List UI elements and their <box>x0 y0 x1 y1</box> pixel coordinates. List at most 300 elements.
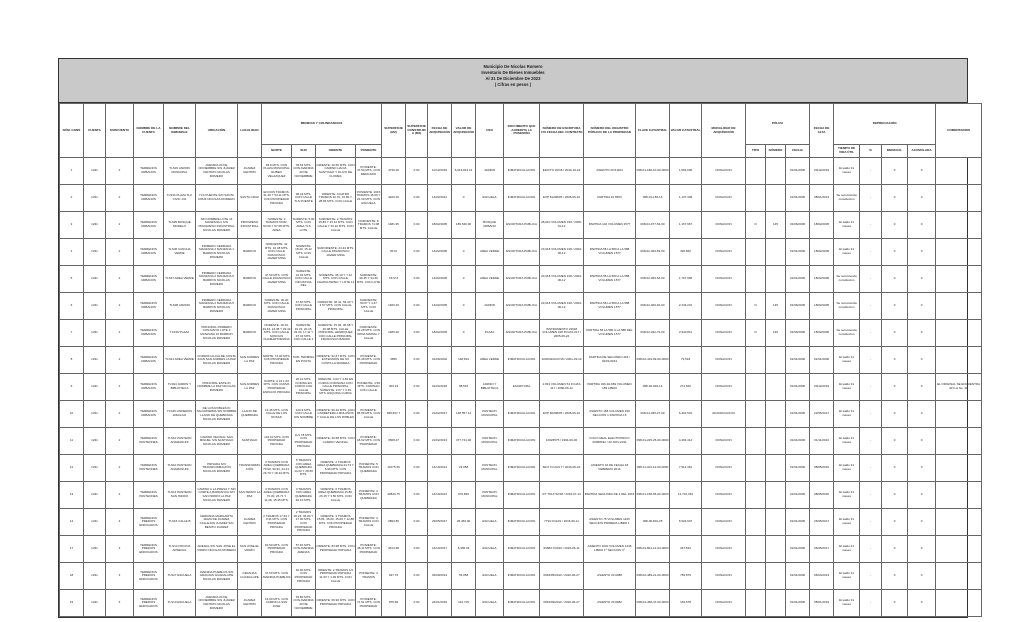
cell-loc: JUAREZ CENTRO <box>238 509 262 536</box>
cell-registro: ASIENTO 75 VOLUMEN 1445 SECCION PRIMERA LIBRO 1 <box>584 509 636 536</box>
cell-doc: INMATRICULACION <box>504 590 540 617</box>
cell-mensual: 0 <box>882 158 908 185</box>
cell-fecha: 01/06/2006 <box>786 293 810 320</box>
cell-ncuenta: TERRENOS PREDIOS EDIFICADOS <box>134 590 164 617</box>
cell-cuenta: 1231 <box>84 347 106 374</box>
table-row <box>60 212 982 239</box>
cell-alta: 18/02/2005 <box>810 239 834 266</box>
table-row <box>60 239 982 266</box>
cell-alta: 06/04/2013 <box>810 563 834 590</box>
cell-tipo <box>746 455 766 482</box>
cell-sur: 6 TRAMOS CON AREA QUEBRADA 14.23 Y 28.69 MTS. <box>292 455 316 482</box>
table-row <box>60 428 982 455</box>
cell-fecha: 01/01/2000 <box>786 401 810 428</box>
table-row <box>60 590 982 617</box>
cell-doc: INMATRICULACION <box>504 428 540 455</box>
cell-cuenta: 1231 <box>84 509 106 536</box>
cell-pct: - <box>860 482 882 509</box>
cell-doc: INMATRICULACION <box>504 509 540 536</box>
cell-tipo <box>746 374 766 401</box>
cell-uso: JARDIN <box>476 293 504 320</box>
cell-oriente: NORESTE: 46.41, 56.40 Y 4.57 MTS. CON CALLE PRINCIPAL <box>316 293 356 320</box>
cell-sub: 2 <box>106 347 134 374</box>
cell-pct: - <box>860 455 882 482</box>
cell-tipo: D <box>746 320 766 347</box>
cell-cuenta: 1231 <box>84 536 106 563</box>
header-oriente: ORIENTE <box>316 145 356 158</box>
cell-construida: 0.00 <box>406 482 428 509</box>
cell-construida: 0.00 <box>406 509 428 536</box>
cell-fecha_adq: 14/10/2017 <box>428 536 452 563</box>
header-poliza: PÓLIZA <box>746 104 810 145</box>
cell-fecha: 01/01/2000 <box>786 239 810 266</box>
cell-loc: JUAREZ CENTRO <box>238 158 262 185</box>
cell-mensual: 0 <box>882 401 908 428</box>
cell-alta: 08/05/2016 <box>810 482 834 509</box>
cell-fecha_adq: 21/02/2017 <box>428 401 452 428</box>
cell-pct: - <box>860 266 882 293</box>
cell-clave: 098-06-801-25 <box>636 509 670 536</box>
cell-registro: PARTIDA 58 LA 580 A LA 588 VOLUMEN 1577 <box>584 239 636 266</box>
cell-pct: - <box>860 563 882 590</box>
cell-loc: SAN JOSE EL VIDRIO <box>238 536 262 563</box>
cell-fecha: 01/01/2000 <box>786 563 810 590</box>
cell-coment <box>936 212 982 239</box>
cell-cuenta: 1231 <box>84 293 106 320</box>
cell-valor: 148,813 <box>452 347 476 374</box>
cell-construida: 0.00 <box>406 239 428 266</box>
cell-pct: - <box>860 536 882 563</box>
cell-coment: EL ORIGINAL SE ENCUENTRA EN LA No. 31 <box>936 374 982 401</box>
cell-acumulada: 0 <box>908 590 936 617</box>
cell-norte: 3 TRAMOS CON AREA QUEBRADA 76.30, 26.71 Y 11.28, 15.45 MTS. <box>262 482 292 509</box>
cell-vida: El saldo 31 meses <box>834 455 860 482</box>
cell-valor: 670,893 <box>452 482 476 509</box>
cell-sub: 2 <box>106 455 134 482</box>
cell-norte: 13.45 MTS. CON CALLE DE LOS ROSAS <box>262 401 292 428</box>
cell-clave: 098-02-492-72-00 <box>636 320 670 347</box>
cell-fecha: 01/01/2000 <box>786 509 810 536</box>
cell-loc: BARRON <box>238 293 262 320</box>
cell-superficie: 1481.95 <box>382 212 406 239</box>
cell-construida: 0.00 <box>406 158 428 185</box>
cell-sur: NORESTE: 18.20, 15.12 MTS. CON CALLE <box>292 239 316 266</box>
header-nombre-cuenta: NOMBRE DE LA CUENTA <box>134 104 164 158</box>
cell-modalidad: DONACION <box>702 293 746 320</box>
cell-ncuenta: TERRENOS URBANOS <box>134 374 164 401</box>
cell-acumulada: 0 <box>908 401 936 428</box>
header-sur: SUR <box>292 145 316 158</box>
cell-ubic: DE LOS ROBLES ID SALVATIERRA SIN NOMBRE LLANO DE QUEBRADA NICOLAS ROMERO <box>196 401 238 428</box>
cell-valor: 98,516 <box>452 374 476 401</box>
table-row <box>60 482 982 509</box>
cell-sur: 38.43 MTS. CON CALLE TLS PUENTE <box>292 185 316 212</box>
cell-pct: - <box>860 320 882 347</box>
cell-clave: 098-02-469-54-00 <box>636 266 670 293</box>
cell-acumulada: 0 <box>908 293 936 320</box>
cell-doc: INMATRICULACION <box>504 185 540 212</box>
cell-ubic: AVENIDA PUEBLOS S/N GRANJAS GUADALUPE NICOLAS ROMERO <box>196 563 238 590</box>
cell-modalidad: DONACION <box>702 212 746 239</box>
cell-poniente: SUROESTE: 50.07 Y 4.47 MTS. CON CALLE <box>356 293 382 320</box>
cell-valor_cat: 6,401,501 <box>670 401 702 428</box>
cell-vida: El saldo 31 meses <box>834 482 860 509</box>
cell-vida: Se recomienda constitución <box>834 266 860 293</box>
cell-numero <box>766 536 786 563</box>
cell-clave: 098-04-801-12-04-0000 <box>636 536 670 563</box>
cell-numero: 145 <box>766 320 786 347</box>
cell-ncuenta: TERRENOS PREDIOS EDIFICADOS <box>134 509 164 536</box>
cell-ubic: CAMINO VECINAL SAN MIGUEL S/N SANTIAGO NICOLAS ROMERO <box>196 428 238 455</box>
cell-ncuenta: TERRENOS URBANOS <box>134 293 164 320</box>
cell-superficie: 1480.20 <box>382 320 406 347</box>
cell-poniente: PONIENTE: 5 TRAMOS CON QUEBRADA <box>356 455 382 482</box>
cell-registro: PARTIDA 58 LA 580 A LA 588 VOLUMEN 1577 <box>584 293 636 320</box>
cell-cuenta: 1231 <box>84 158 106 185</box>
cell-coment <box>936 590 982 617</box>
cell-oriente: ORIENTE: 96.40 MTS. CON CARRETERA A BOLAÑOS Y CALLE DE LOS ROBLES <box>316 401 356 428</box>
cell-construida: 0.00 <box>406 266 428 293</box>
cell-n: 3 <box>60 212 84 239</box>
table-row <box>60 347 982 374</box>
cell-doc: ESCRITURA PUBLICA <box>504 293 540 320</box>
cell-clave: 098-01-225-25-00-0000 <box>636 428 670 455</box>
cell-poniente: PONIENTE: 47.90 MTS. CON MERCADO <box>356 158 382 185</box>
cell-mensual: 0 <box>882 293 908 320</box>
header-fecha: FECHA <box>786 145 810 158</box>
cell-sub: 2 <box>106 185 134 212</box>
cell-pct: - <box>860 293 882 320</box>
cell-poniente: PONIENTE: 2015 TRAMOS 16.69 Y 22.30 MTS. CON ESCUELA <box>356 185 382 212</box>
cell-cuenta: 1231 <box>84 455 106 482</box>
cell-n: 19 <box>60 590 84 617</box>
cell-construida: 0.00 <box>406 455 428 482</box>
cell-alta: 20/12/2019 <box>810 374 834 401</box>
cell-alta: 01/01/2000 <box>810 347 834 374</box>
cell-clave: 098-11-401-12-00-0000 <box>636 455 670 482</box>
cell-norte: 93.9 MTS. CON PLAZA MUNICIPAL RUBEN VELAZQUEZ <box>262 158 292 185</box>
cell-n: 7 <box>60 320 84 347</box>
cell-fecha_adq: 14/02/2012 <box>428 185 452 212</box>
cell-norte: 47.50 MTS. CON AVENIDA PUEBLOS <box>262 563 292 590</box>
cell-fecha: 01/01/2000 <box>786 158 810 185</box>
cell-modalidad: DONACION <box>702 455 746 482</box>
cell-oriente: SUROESTE: 2 TRAMOS 15.83 Y 43.12 MTS. CON CALLE Y 43.10 MTS. CON CALLE <box>316 212 356 239</box>
cell-mensual: 0 <box>882 509 908 536</box>
cell-escritura: 28,010 VOLUMEN 330 / 2005-01-12 <box>540 212 584 239</box>
cell-loc: SANTA CRUZ <box>238 185 262 212</box>
cell-coment <box>936 536 982 563</box>
cell-poniente: PONIENTE: 18.62 MTS. CON PROPIEDAD <box>356 428 382 455</box>
cell-tipo <box>746 509 766 536</box>
cell-coment <box>936 293 982 320</box>
cell-uso: ESCUELA <box>476 563 504 590</box>
header-modalidad: MODALIDAD DE ADQUISICIÓN <box>702 104 746 158</box>
cell-tipo <box>746 482 766 509</box>
cell-oriente: ORIENTE: 84.98 MTS. CON PROPIEDAD PRIVADA <box>316 536 356 563</box>
cell-ubic: ARENAL S/N SAN JOSE EL VIDRIO NICOLAS ROMERO <box>196 536 238 563</box>
cell-cuenta: 1231 <box>84 563 106 590</box>
cell-escritura: 7733 FOJAS / 2016-06-11 <box>540 509 584 536</box>
cell-coment <box>936 401 982 428</box>
cell-fecha: 01/01/2000 <box>786 536 810 563</box>
cell-pct: - <box>860 509 882 536</box>
cell-numero <box>766 428 786 455</box>
cell-poniente: PONIENTE: 3 TRAMOS <box>356 563 382 590</box>
cell-vida: Se recomienda constitución <box>834 293 860 320</box>
cell-coment <box>936 320 982 347</box>
cell-loc: BARRON <box>238 320 262 347</box>
header-superficie-construida: SUPERFICIE CONSTRUIDA (M2) <box>406 104 428 158</box>
cell-uso: PANTEON MUNICIPAL <box>476 401 504 428</box>
cell-clave: 098-01-158-05-00-0000 <box>636 482 670 509</box>
municipality-title: Municipio De Nicolas Romero <box>483 64 543 69</box>
cell-vida: El saldo 31 meses <box>834 239 860 266</box>
cell-construida: 0.00 <box>406 374 428 401</box>
cell-oriente: NORESTE: 35.10 Y 7.12 MTS. CON CALLE CHAPULTEPEC Y LOTE 13 <box>316 266 356 293</box>
cell-inmueble: TLS15 CALLE B <box>164 509 196 536</box>
cell-inmueble: TLS13 PANTEON SAN ISIDRO <box>164 482 196 509</box>
header-medidas: MEDIDAS Y COLINDANCIAS <box>262 104 382 145</box>
cell-pct: - <box>860 239 882 266</box>
cell-sur: 20.10 MTS. CODINA EN CURVA CON CALLE PRINCIPAL <box>292 374 316 401</box>
cell-sub: 2 <box>106 212 134 239</box>
cell-oriente: ORIENTE: 3 TRAMOS 15.81, 36.00, 15.00 Y 12.88 MTS. CON PROPIEDAD PRIVADA <box>316 509 356 536</box>
cell-valor_cat: 4,463,414 <box>670 428 702 455</box>
cell-doc: ESCRITURA PUBLICA <box>504 266 540 293</box>
cell-inmueble: TLS10 ESCUELA <box>164 590 196 617</box>
cell-sur: SUR: TERMINA EN PUNTA <box>292 347 316 374</box>
cell-pct: - <box>860 347 882 374</box>
cell-sur: SURESTE: 5.00 MTS. CON AREA TLS LOTE <box>292 212 316 239</box>
cell-inmueble: TLS31 AREA VERDE <box>164 347 196 374</box>
cell-ncuenta: TERRENOS PANTEONES <box>134 482 164 509</box>
cell-ubic: PRIMERO CERRADA MANZANA 2 MANZANA 5 BARRON NICOLAS ROMERO <box>196 266 238 293</box>
header-nombre-inmueble: NOMBRE DEL INMUEBLE <box>164 104 196 158</box>
cell-cuenta: 1231 <box>84 428 106 455</box>
cell-vida: El saldo 31 meses <box>834 428 860 455</box>
cell-clave: 098-02-994-14 <box>636 374 670 401</box>
cell-norte: NOROESTE: 32 MTS. 16.48 MTS. CON CALLE FRANCISCO JAVIER MINA <box>262 239 292 266</box>
report-currency: ( Cifras en pesos ) <box>494 82 532 87</box>
cell-acumulada: 0 <box>908 347 936 374</box>
header-depreciacion: DEPRECIACIÓN <box>834 104 936 145</box>
cell-tipo <box>746 347 766 374</box>
cell-fecha: 01/06/2006 <box>786 212 810 239</box>
cell-alta: 18/02/2005 <box>810 293 834 320</box>
cell-superficie: 3508.47 <box>382 428 406 455</box>
cell-sub: 2 <box>106 239 134 266</box>
header-acumulada: ACUMULADA <box>908 145 936 158</box>
cell-fecha_adq: 03/09/2013 <box>428 563 452 590</box>
cell-valor_cat: 2,940,811 <box>670 320 702 347</box>
cell-uso: AREA VERDE <box>476 347 504 374</box>
cell-tipo <box>746 428 766 455</box>
cell-sur: 40.00 MTS. CON PROPIEDAD PRIVADA <box>292 563 316 590</box>
cell-superficie: 8170 <box>382 239 406 266</box>
cell-uso: PANTEON MUNICIPAL <box>476 428 504 455</box>
cell-uso: AREA VERDE <box>476 239 504 266</box>
cell-mensual: 0 <box>882 239 908 266</box>
cell-loc: BARRON <box>238 266 262 293</box>
cell-construida: 0.00 <box>406 428 428 455</box>
cell-tipo <box>746 563 766 590</box>
header-valor-catastral: VALOR CATASTRAL <box>670 104 702 158</box>
cell-construida: 0.00 <box>406 590 428 617</box>
cell-sur: 3 TRAMOS CON AREA QUEBRADA 46.10 MTS. <box>292 482 316 509</box>
cell-construida: 0.00 <box>406 563 428 590</box>
cell-superficie: 875.66 <box>382 590 406 617</box>
cell-poniente: PONIENTE: 85.89 MTS. CON CALLE <box>356 401 382 428</box>
cell-pct: - <box>860 590 882 617</box>
cell-alta: 08/01/2019 <box>810 590 834 617</box>
cell-modalidad: DONACION <box>702 536 746 563</box>
cell-inmueble: TLS46 LINDEROS HIDALGO <box>164 401 196 428</box>
cell-pct: - <box>860 158 882 185</box>
cell-inmueble: TLS34 PLAZA TLC CIVIC 131 <box>164 185 196 212</box>
cell-sub: 3 <box>106 536 134 563</box>
cell-registro: PARTIDA DE SEGUNDO 494 / 02/01/2013 <box>584 347 636 374</box>
cell-uso: ESCUELA <box>476 509 504 536</box>
cell-numero <box>766 590 786 617</box>
cell-mensual: 0 <box>882 563 908 590</box>
cell-oriente: ORIENTE: 60.90 MTS. CON PROPIEDAD PRIVADA <box>316 590 356 617</box>
cell-inmueble: TLS10 PANTEON ANAMANUNI <box>164 455 196 482</box>
cell-tipo <box>746 401 766 428</box>
cell-construida: 0.00 <box>406 212 428 239</box>
cell-vida: El saldo 31 meses <box>834 590 860 617</box>
cell-ncuenta: TERRENOS URBANOS <box>134 266 164 293</box>
cell-oriente: ORIENTE: 52.67 MTS. CON EXTENSIÓN DE SU COSTA LA MANERA <box>316 347 356 374</box>
cell-coment <box>936 266 982 293</box>
cell-alta: 26/05/2017 <box>810 536 834 563</box>
cell-poniente: PONIENTE: 48.11 MTS. CON PROPIEDAD <box>356 536 382 563</box>
cell-clave: 098-01-183-16 <box>636 185 670 212</box>
cell-acumulada: 0 <box>908 455 936 482</box>
cell-mensual: 0 <box>882 455 908 482</box>
cell-escritura: EDICTO 20/18 / 2019-10-24 <box>540 158 584 185</box>
cell-modalidad: DONACION <box>702 509 746 536</box>
cell-ncuenta: TERRENOS URBANOS <box>134 239 164 266</box>
cell-coment <box>936 347 982 374</box>
cell-valor: 6,619,813.21 <box>452 158 476 185</box>
cell-fecha_adq: 14/10/2014 <box>428 455 452 482</box>
cell-oriente: ORIENTE: 4.03 Y 4.50 EN CURVA CODINANA CON CALLE PRINCIPAL SURESTE: 2.67 Y 2.49 MTS. ESQUINA CURVA <box>316 374 356 401</box>
cell-numero <box>766 563 786 590</box>
cell-doc: INMATRICULACION <box>504 158 540 185</box>
cell-inmueble: TLS37 AREA VERDE <box>164 266 196 293</box>
cell-valor_cat: 13,710,061 <box>670 482 702 509</box>
cell-fecha_adq: 01/04/2018 <box>428 374 452 401</box>
table-row <box>60 563 982 590</box>
cell-ubic: AVENIDA 20 DE NOVIEMBRE S/N JUAREZ CENTRO NICOLAS ROMERO <box>196 158 238 185</box>
cell-n: 10 <box>60 401 84 428</box>
cell-superficie: 1572.6 <box>382 266 406 293</box>
cell-valor: 0 <box>452 320 476 347</box>
cell-mensual: 0 <box>882 266 908 293</box>
cell-fecha_adq: 14/02/2005 <box>428 293 452 320</box>
cell-sur: 120.9 MTS. CON CALLE SIN NOMBRE <box>292 401 316 428</box>
cell-registro: ASIENTO 20 6088 <box>584 563 636 590</box>
cell-registro: PARTIDA 102 VOLUMEN 1577 <box>584 212 636 239</box>
cell-clave: 098-01-180-10-00-0000 <box>636 158 670 185</box>
cell-doc: INMATRICULACION <box>504 482 540 509</box>
cell-acumulada: 0 <box>908 185 936 212</box>
cell-superficie: 1460.40 <box>382 293 406 320</box>
cell-tipo <box>746 185 766 212</box>
cell-sub: 2 <box>106 158 134 185</box>
cell-sur: 47.50 MTS. CON CALLE PRINCIPAL <box>292 293 316 320</box>
cell-ubic: SIN NOMBRE LOTE 14 MANZANA 2 S/N PROGRESO INDUSTRIAL NICOLAS ROMERO <box>196 212 238 239</box>
cell-acumulada: 0 <box>908 374 936 401</box>
inventory-table <box>59 103 982 617</box>
cell-modalidad: ADJUDICACION <box>702 401 746 428</box>
cell-cuenta: 1231 <box>84 212 106 239</box>
cell-construida: 0.00 <box>406 401 428 428</box>
cell-ncuenta: TERRENOS PREDIOS EDIFICADOS <box>134 536 164 563</box>
cell-fecha_adq: 18/02/2005 <box>428 320 452 347</box>
cell-doc: ESCRITURA PUBLICA <box>504 320 540 347</box>
cell-norte: 3 TRAMOS CON AREA QUEBRADA 70.90, 90.93, 24.41, 26.70 Y 18.43 MTS. <box>262 455 292 482</box>
cell-clave: 098-04-045-27-00 <box>636 401 670 428</box>
cell-valor: 0 <box>452 185 476 212</box>
cell-sub: 3 <box>106 563 134 590</box>
cell-ncuenta: TERRENOS URBANOS <box>134 347 164 374</box>
cell-valor: 138,557.14 <box>452 401 476 428</box>
cell-n: 13 <box>60 482 84 509</box>
cell-cuenta: 1231 <box>84 590 106 617</box>
cell-cuenta: 1231 <box>84 401 106 428</box>
cell-registro: ASIENTO 16 DE FECHA 18 FEBRERO 2016 <box>584 455 636 482</box>
cell-doc: INMATRICULACION <box>504 563 540 590</box>
cell-alta: 26/05/2017 <box>810 509 834 536</box>
cell-loc: GRANJAS GUADALUPE <box>238 563 262 590</box>
cell-vida: El saldo 31 meses <box>834 509 860 536</box>
cell-alta: 18/02/2005 <box>810 266 834 293</box>
header-uso: USO <box>476 104 504 158</box>
cell-acumulada: 0 <box>908 563 936 590</box>
cell-coment <box>936 158 982 185</box>
cell-norte: EN DOS TRAMOS: 31.40 Y 54.11 MTS. CON PROPIEDAD PRIVADA <box>262 185 292 212</box>
cell-ubic: PRIMERO CERRADA MANZANA 2 MANZANA 5 BARRON NICOLAS ROMERO <box>196 293 238 320</box>
cell-alta: 18/02/2005 <box>810 320 834 347</box>
inventory-rows <box>60 158 982 617</box>
cell-doc: ESCRITURA PUBLICA <box>504 239 540 266</box>
cell-norte: NORESTE: 3 TRAMOS 50.82, 53.50 Y 57.08 MTS. AREA <box>262 212 292 239</box>
cell-fecha: 01/01/2000 <box>786 374 810 401</box>
cell-doc: INMATRICULACION <box>504 455 540 482</box>
cell-uso: ESCUELA <box>476 185 504 212</box>
header-numero-escritura: NÚMERO DE ESCRITURA Y/O FECHA DEL CONTRATO <box>540 104 584 158</box>
cell-escritura: 6068/17/2016 / 2016-06-11 <box>540 536 584 563</box>
header-norte: NORTE <box>262 145 292 158</box>
cell-ubic: PRIMERO CERRADA MANZANA 2 MANZANA 1 BARRON NICOLAS ROMERO <box>196 239 238 266</box>
cell-poniente: PONIENTE: 3 TRAMOS CON CALLE <box>356 509 382 536</box>
cell-escritura: 6064/05/2016 / 2016-06-27 <box>540 563 584 590</box>
cell-superficie: 4220.26 <box>382 185 406 212</box>
header-tipo: TIPO <box>746 145 766 158</box>
cell-pct: - <box>860 374 882 401</box>
cell-numero: 145 <box>766 293 786 320</box>
cell-n: 18 <box>60 563 84 590</box>
cell-mensual: 0 <box>882 536 908 563</box>
cell-fecha_adq: 14/02/2005 <box>428 239 452 266</box>
cell-registro: PARTIDA 58 LA 580 A LA 588 VOLUMEN 1577 <box>584 266 636 293</box>
cell-ubic: CERRADA MARGARITA MAZA DE JUAREZ CALLEJON JUAREZ S/N BENITO JUAREZ <box>196 509 238 536</box>
cell-fecha_adq: 14/02/2005 <box>428 266 452 293</box>
cell-acumulada: 0 <box>908 266 936 293</box>
cell-valor: 0 <box>452 266 476 293</box>
